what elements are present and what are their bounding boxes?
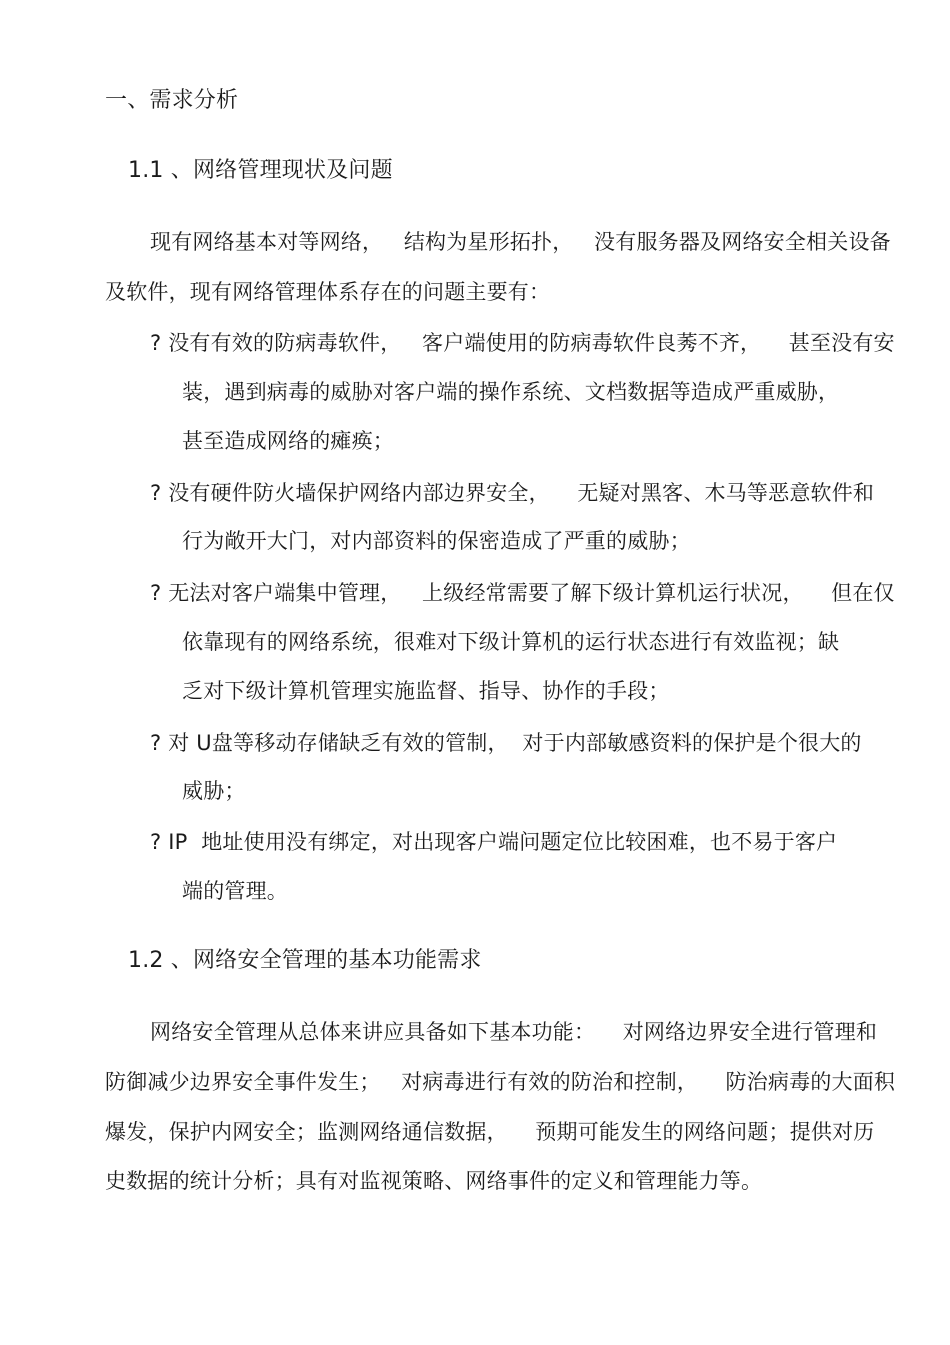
bullet-1-line-3: 甚至造成网络的瘫痪； xyxy=(182,429,394,453)
bullet-2-line-2: 行为敞开大门，对内部资料的保密造成了严重的威胁； xyxy=(182,529,691,553)
paragraph-1-2-line-1: 网络安全管理从总体来讲应具备如下基本功能： 对网络边界安全进行管理和 xyxy=(150,1020,878,1044)
section-1-1-title: 1.1 、网络管理现状及问题 xyxy=(128,158,393,183)
bullet-2-line-1: ? 没有硬件防火墙保护网络内部边界安全， 无疑对黑客、木马等恶意软件和 xyxy=(150,481,875,505)
bullet-3-line-1: ? 无法对客户端集中管理， 上级经常需要了解下级计算机运行状况， 但在仅 xyxy=(150,581,895,605)
bullet-1-line-2: 装，遇到病毒的威胁对客户端的操作系统、文档数据等造成严重威胁， xyxy=(182,380,840,404)
heading-requirements-analysis: 一、需求分析 xyxy=(105,88,239,113)
paragraph-1-2-line-2: 防御减少边界安全事件发生； 对病毒进行有效的防治和控制， 防治病毒的大面积 xyxy=(105,1070,896,1094)
intro-line-2: 及软件，现有网络管理体系存在的问题主要有： xyxy=(105,280,551,304)
bullet-1-line-1: ? 没有有效的防病毒软件， 客户端使用的防病毒软件良莠不齐， 甚至没有安 xyxy=(150,331,895,355)
bullet-3-line-2: 依靠现有的网络系统，很难对下级计算机的运行状态进行有效监视；缺 xyxy=(182,630,840,654)
paragraph-1-2-line-4: 史数据的统计分析；具有对监视策略、网络事件的定义和管理能力等。 xyxy=(105,1169,763,1193)
bullet-5-line-2: 端的管理。 xyxy=(182,879,288,903)
bullet-4-line-2: 威胁； xyxy=(182,779,246,803)
intro-line-1: 现有网络基本对等网络， 结构为星形拓扑， 没有服务器及网络安全相关设备 xyxy=(150,230,891,254)
paragraph-1-2-line-3: 爆发，保护内网安全；监测网络通信数据， 预期可能发生的网络问题；提供对历 xyxy=(105,1120,875,1144)
bullet-5-line-1: ? IP 地址使用没有绑定，对出现客户端问题定位比较困难，也不易于客户 xyxy=(150,830,838,854)
bullet-4-line-1: ? 对 U盘等移动存储缺乏有效的管制， 对于内部敏感资料的保护是个很大的 xyxy=(150,731,862,755)
bullet-3-line-3: 乏对下级计算机管理实施监督、指导、协作的手段； xyxy=(182,679,670,703)
section-1-2-title: 1.2 、网络安全管理的基本功能需求 xyxy=(128,948,482,973)
